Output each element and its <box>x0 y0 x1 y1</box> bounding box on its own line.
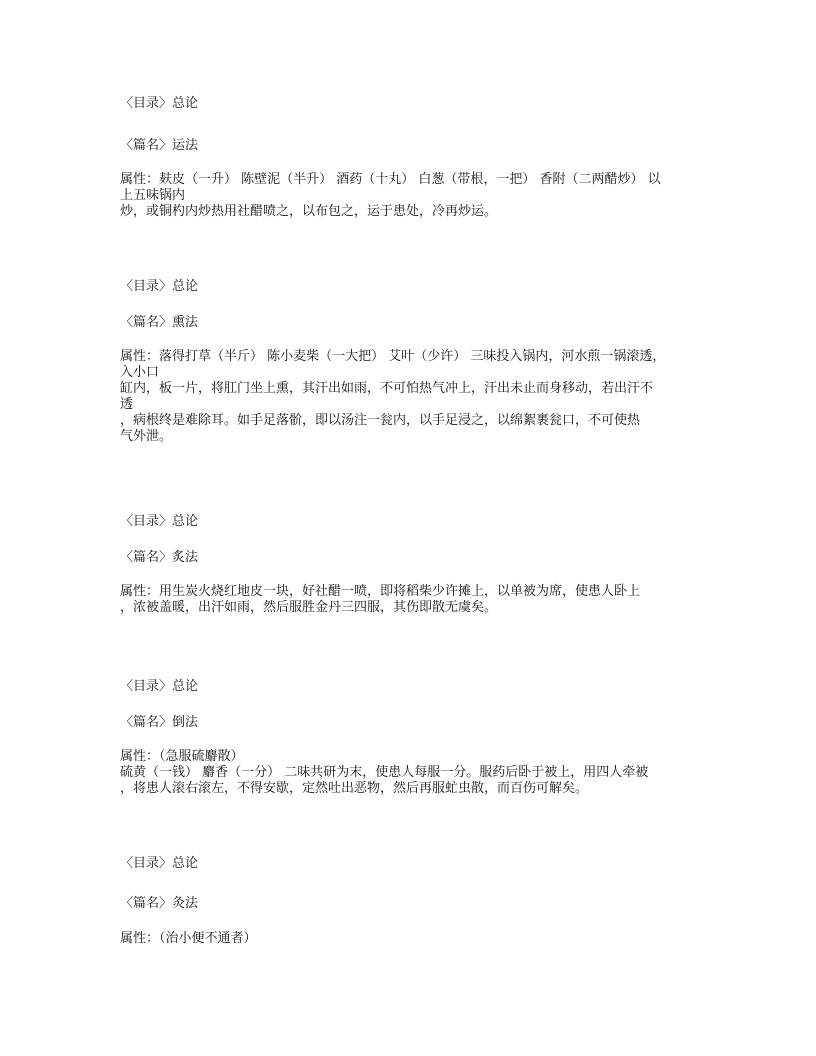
text-line: 透 <box>120 397 134 412</box>
attribute-text <box>120 349 665 445</box>
text-line: 硫黄（一钱） 麝香（一分） 二味共研为末，使患人每服一分。服药后卧于被上，用四人牵被 <box>120 765 649 780</box>
text-line: 气外泄。 <box>120 429 173 444</box>
text-line: 缸内，板一片，将肛门坐上熏，其汗出如雨，不可怕热气冲上，汗出未止而身移动，若出汗不 <box>120 381 654 396</box>
text-line: 上五味锅内 <box>120 188 186 203</box>
chapter-title: 〈篇名〉灸法 <box>120 896 199 911</box>
text-line: 入小口 <box>120 365 160 380</box>
text-line: ，病根终是难除耳。如手足落骱，即以汤注一瓮内，以手足浸之，以绵絮裹瓮口，不可使热 <box>120 413 641 428</box>
chapter-title: 〈篇名〉运法 <box>120 138 199 153</box>
chapter-title: 〈篇名〉倒法 <box>120 715 199 730</box>
chapter-title: 〈篇名〉炙法 <box>120 550 199 565</box>
text-line: 属性：麸皮（一升） 陈壁泥（半升） 酒药（十丸） 白葱（带根，一把） 香附（二两醋炒） 以 <box>120 172 661 187</box>
chapter-title: 〈篇名〉熏法 <box>120 315 199 330</box>
catalog-label: 〈目录〉总论 <box>120 514 199 529</box>
catalog-label: 〈目录〉总论 <box>120 856 199 871</box>
text-line: ，浓被盖暖，出汗如雨，然后服胜金丹三四服，其伤即散无虞矣。 <box>120 600 498 615</box>
text-line: 属性：用生炭火烧红地皮一块，好社醋一喷，即将稻柴少许摊上，以单被为席，使患人卧上 <box>120 584 641 599</box>
text-line: ，将患人滚右滚左，不得安歇，定然吐出恶物，然后再服虻虫散，而百伤可解矣。 <box>120 781 589 796</box>
catalog-label: 〈目录〉总论 <box>120 279 199 294</box>
catalog-label: 〈目录〉总论 <box>120 679 199 694</box>
text-line: 属性：落得打草（半斤） 陈小麦柴（一大把） 艾叶（少许） 三味投入锅内，河水煎一锅滚透， <box>120 349 666 364</box>
text-line: 属性：（急服硫麝散） <box>120 749 244 764</box>
catalog-label: 〈目录〉总论 <box>120 96 199 111</box>
text-line: 属性：（治小便不通者） <box>120 931 257 946</box>
attribute-text <box>120 172 661 220</box>
attribute-text <box>120 931 257 947</box>
attribute-text <box>120 584 640 616</box>
text-line: 炒，或铜杓内炒热用社醋喷之，以布包之，运于患处，冷再炒运。 <box>120 204 498 219</box>
attribute-text <box>120 749 648 797</box>
